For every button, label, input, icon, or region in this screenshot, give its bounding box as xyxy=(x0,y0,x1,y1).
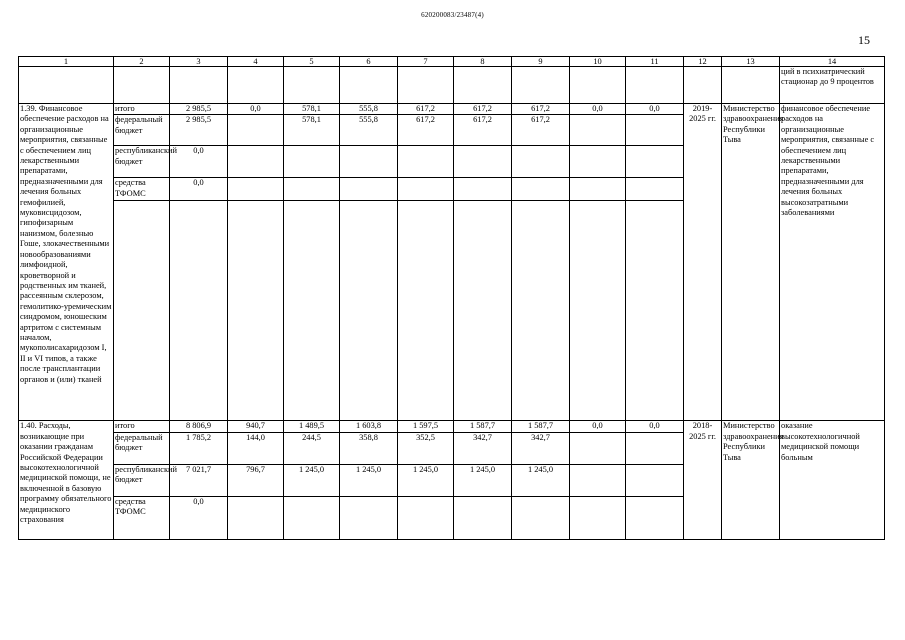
cell-value xyxy=(570,115,626,146)
cell-value: 617,2 xyxy=(398,115,454,146)
cell-value: 2 985,5 xyxy=(170,115,228,146)
table-row xyxy=(19,104,885,115)
funding-source: республиканский бюджет xyxy=(114,146,170,178)
cell-value xyxy=(626,464,684,496)
col-number: 5 xyxy=(284,57,340,67)
funding-source: республиканский бюджет xyxy=(114,464,170,496)
col-number: 11 xyxy=(626,57,684,67)
table-row xyxy=(19,421,885,432)
cell-value xyxy=(340,146,398,178)
cell-value: 1 489,5 xyxy=(284,421,340,432)
cell-value: 1 587,7 xyxy=(454,421,512,432)
cell-value xyxy=(340,178,398,201)
measure-name: 1.40. Расходы, возникающие при оказании гражданам Российской Федерации высокотехнологичной медицинской помощи, не включенной в базовую программу обязательного медицинского страхования xyxy=(19,421,114,539)
col-number: 14 xyxy=(780,57,885,67)
cell-value xyxy=(512,178,570,201)
cell-value xyxy=(398,178,454,201)
cell-value xyxy=(570,146,626,178)
expected-result: финансовое обеспечение расходов на организационные мероприятия, связанные с обеспечением лиц лекарственными препаратами, предназначенными для лечения больных высокозатратными заболеваниями xyxy=(780,104,885,421)
col-number: 1 xyxy=(19,57,114,67)
col-number: 13 xyxy=(722,57,780,67)
cell-value: 7 021,7 xyxy=(170,464,228,496)
cell-value: 352,5 xyxy=(398,432,454,464)
col-number: 8 xyxy=(454,57,512,67)
cell-value: 1 245,0 xyxy=(512,464,570,496)
cell-value: 0,0 xyxy=(170,178,228,201)
cell-value: 244,5 xyxy=(284,432,340,464)
funding-source: итого xyxy=(114,104,170,115)
cell-value xyxy=(626,178,684,201)
col-number: 4 xyxy=(228,57,284,67)
cell-value: 555,8 xyxy=(340,104,398,115)
cell-value: 1 245,0 xyxy=(284,464,340,496)
funding-source: средства ТФОМС xyxy=(114,496,170,539)
cell-value xyxy=(570,432,626,464)
cell-value xyxy=(228,496,284,539)
col-number: 10 xyxy=(570,57,626,67)
executor: Министерство здравоохранения Республики Тыва xyxy=(722,104,780,421)
funding-source: федеральный бюджет xyxy=(114,115,170,146)
cell-value: 144,0 xyxy=(228,432,284,464)
cell-value: 358,8 xyxy=(340,432,398,464)
col-number: 9 xyxy=(512,57,570,67)
period: 2019-2025 гг. xyxy=(684,104,722,421)
cell-value: 617,2 xyxy=(512,115,570,146)
cell-value xyxy=(626,146,684,178)
page-number: 15 xyxy=(858,33,870,47)
cell-value xyxy=(512,496,570,539)
cell-value xyxy=(570,496,626,539)
cell-value: 617,2 xyxy=(454,104,512,115)
cell-value: 1 587,7 xyxy=(512,421,570,432)
cell-value xyxy=(454,178,512,201)
cell-value xyxy=(284,496,340,539)
col-number: 6 xyxy=(340,57,398,67)
expected-result: оказание высокотехнологичной медицинской помощи больным xyxy=(780,421,885,539)
measure-name: 1.39. Финансовое обеспечение расходов на организационные мероприятия, связанные с обеспечением лиц лекарственными препаратами, предназначенными для лечения больных гемофилией, муковисцидозом, гипофизарным нанизмом, болезнью Гоше, злокачественными новообразованиями лимфоидной, кроветворной и родственных им тканей, рассеянным склерозом, гемолитико-уремическим синдромом, юношеским артритом с системным началом, мукополисахаридозом I, II и VI типов, а также после трансплантации органов и (или) тканей xyxy=(19,104,114,421)
cell-value: 0,0 xyxy=(570,421,626,432)
cell-value xyxy=(512,146,570,178)
column-number-row xyxy=(19,57,885,67)
cell-value: 578,1 xyxy=(284,115,340,146)
cell-value: 0,0 xyxy=(170,496,228,539)
cell-value: 1 245,0 xyxy=(398,464,454,496)
cell-value xyxy=(570,178,626,201)
cell-value: 1 245,0 xyxy=(340,464,398,496)
cell-value xyxy=(454,496,512,539)
cell-value: 1 597,5 xyxy=(398,421,454,432)
cell-value xyxy=(340,496,398,539)
cell-value: 617,2 xyxy=(398,104,454,115)
cell-value xyxy=(626,115,684,146)
cell-value: 342,7 xyxy=(454,432,512,464)
cell-value xyxy=(398,496,454,539)
cell-value xyxy=(284,146,340,178)
col-number: 7 xyxy=(398,57,454,67)
cell-value xyxy=(626,496,684,539)
cell-value: 0,0 xyxy=(170,146,228,178)
period: 2018-2025 гг. xyxy=(684,421,722,539)
cell-value: 0,0 xyxy=(570,104,626,115)
col-number: 12 xyxy=(684,57,722,67)
cell-value: 940,7 xyxy=(228,421,284,432)
funding-source: средства ТФОМС xyxy=(114,178,170,201)
executor: Министерство здравоохранения Республики Тыва xyxy=(722,421,780,539)
cell-value: 578,1 xyxy=(284,104,340,115)
cell-value: 1 245,0 xyxy=(454,464,512,496)
program-table xyxy=(18,56,885,540)
cell-value: 2 985,5 xyxy=(170,104,228,115)
cell-value: 617,2 xyxy=(512,104,570,115)
cell-value xyxy=(228,146,284,178)
cell-value xyxy=(284,178,340,201)
document-id: 620200083/23487(4) xyxy=(421,11,484,19)
cell-value: 796,7 xyxy=(228,464,284,496)
cell-value: 1 603,8 xyxy=(340,421,398,432)
col-number: 3 xyxy=(170,57,228,67)
cell-value: 1 785,2 xyxy=(170,432,228,464)
col-number: 2 xyxy=(114,57,170,67)
cell-value xyxy=(570,464,626,496)
cell-value: 0,0 xyxy=(228,104,284,115)
cell-value xyxy=(626,432,684,464)
cell-value: 555,8 xyxy=(340,115,398,146)
cell-value: 8 806,9 xyxy=(170,421,228,432)
continuation-text: ций в психиатрический стационар до 9 процентов xyxy=(780,67,885,104)
cell-value xyxy=(228,115,284,146)
continuation-row xyxy=(19,67,885,104)
funding-source: федеральный бюджет xyxy=(114,432,170,464)
cell-value xyxy=(454,146,512,178)
cell-value: 342,7 xyxy=(512,432,570,464)
cell-value: 0,0 xyxy=(626,104,684,115)
cell-value xyxy=(228,178,284,201)
cell-value: 0,0 xyxy=(626,421,684,432)
funding-source: итого xyxy=(114,421,170,432)
cell-value xyxy=(398,146,454,178)
cell-value: 617,2 xyxy=(454,115,512,146)
